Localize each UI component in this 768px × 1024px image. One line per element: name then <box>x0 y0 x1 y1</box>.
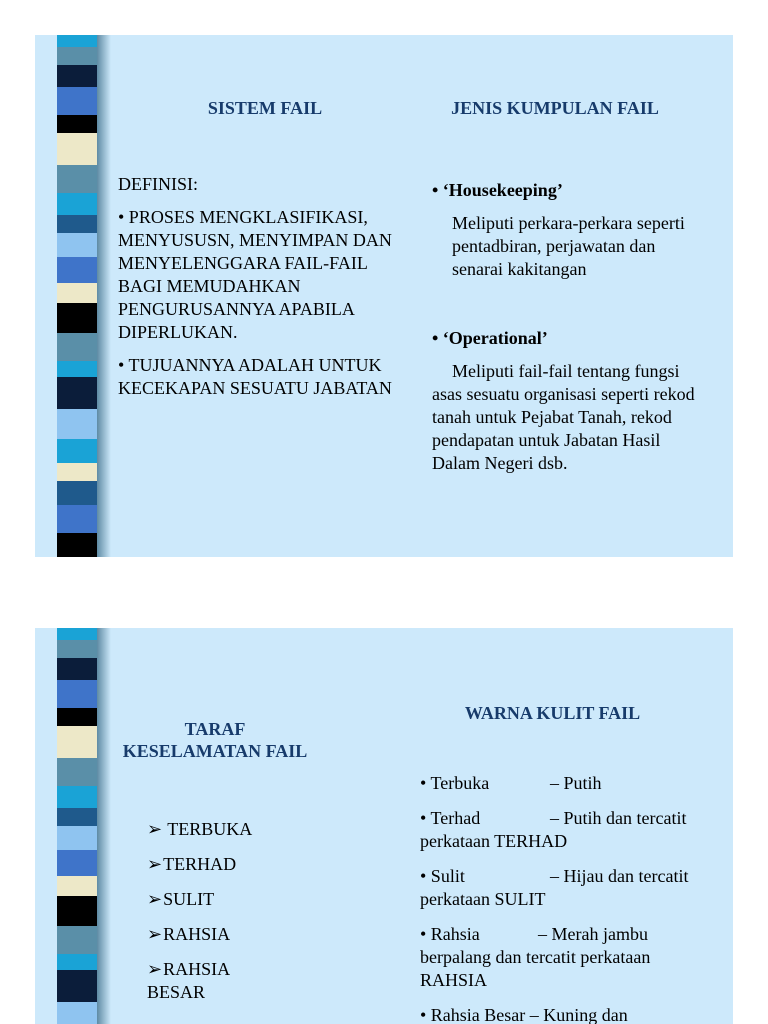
level-rahsia-besar: ➢RAHSIA BESAR <box>147 959 230 1002</box>
warna-sulit: • Sulit – Hijau dan tercatit perkataan SULIT <box>420 866 689 909</box>
arrow-bullet-icon: ➢ <box>147 819 163 839</box>
arrow-bullet-icon: ➢ <box>147 854 163 874</box>
housekeeping-desc: Meliputi perkara-perkara seperti pentadbiran, perjawatan dan senarai kakitangan <box>452 213 685 279</box>
jenis-kumpulan-block <box>432 179 704 475</box>
definisi-block <box>118 173 408 400</box>
slide-taraf-keselamatan <box>35 628 733 1024</box>
warna-terhad: • Terhad – Putih dan tercatit perkataan TERHAD <box>420 808 687 851</box>
level-terbuka: ➢ TERBUKA <box>147 819 253 839</box>
taraf-list <box>147 818 347 1016</box>
title-warna-kulit-fail: WARNA KULIT FAIL <box>464 703 641 723</box>
operational-title: • ‘Operational’ <box>432 328 548 348</box>
level-rahsia: ➢RAHSIA <box>147 924 231 944</box>
arrow-bullet-icon: ➢ <box>147 889 163 909</box>
level-sulit: ➢SULIT <box>147 889 215 909</box>
decorative-stripe <box>57 628 97 1024</box>
title-jenis-kumpulan-fail: JENIS KUMPULAN FAIL <box>451 98 659 118</box>
warna-list <box>420 772 705 1024</box>
definisi-bullet-2: • TUJUANNYA ADALAH UNTUK KECEKAPAN SESUATU JABATAN <box>118 355 392 398</box>
arrow-bullet-icon: ➢ <box>147 924 163 944</box>
decorative-stripe <box>57 35 97 557</box>
definisi-bullet-1: • PROSES MENGKLASIFIKASI, MENYUSUSN, MENYIMPAN DAN MENYELENGGARA FAIL-FAIL BAGI MEMUDAHKAN PENGURUSANNYA APABILA DIPERLUKAN. <box>118 207 392 342</box>
stripe-shadow <box>97 628 111 1024</box>
slide-sistem-fail <box>35 35 733 557</box>
housekeeping-title: • ‘Housekeeping’ <box>432 180 563 200</box>
title-taraf-keselamatan: TARAF KESELAMATAN FAIL <box>122 719 308 761</box>
warna-rahsia: • Rahsia – Merah jambu berpalang dan tercatit perkataan RAHSIA <box>420 924 651 990</box>
arrow-bullet-icon: ➢ <box>147 959 163 979</box>
warna-rahsia-besar: • Rahsia Besar – Kuning dan <box>420 1005 628 1024</box>
level-terhad: ➢TERHAD <box>147 854 237 874</box>
warna-terbuka: • Terbuka – Putih <box>420 773 602 793</box>
definisi-label: DEFINISI: <box>118 174 198 194</box>
operational-desc: Meliputi fail-fail tentang fungsi asas sesuatu organisasi seperti rekod tanah untuk Pejabat Tanah, rekod pendapatan untuk Jabatan Hasil Dalam Negeri dsb. <box>432 361 695 473</box>
title-sistem-fail: SISTEM FAIL <box>207 98 323 118</box>
stripe-shadow <box>97 35 111 557</box>
